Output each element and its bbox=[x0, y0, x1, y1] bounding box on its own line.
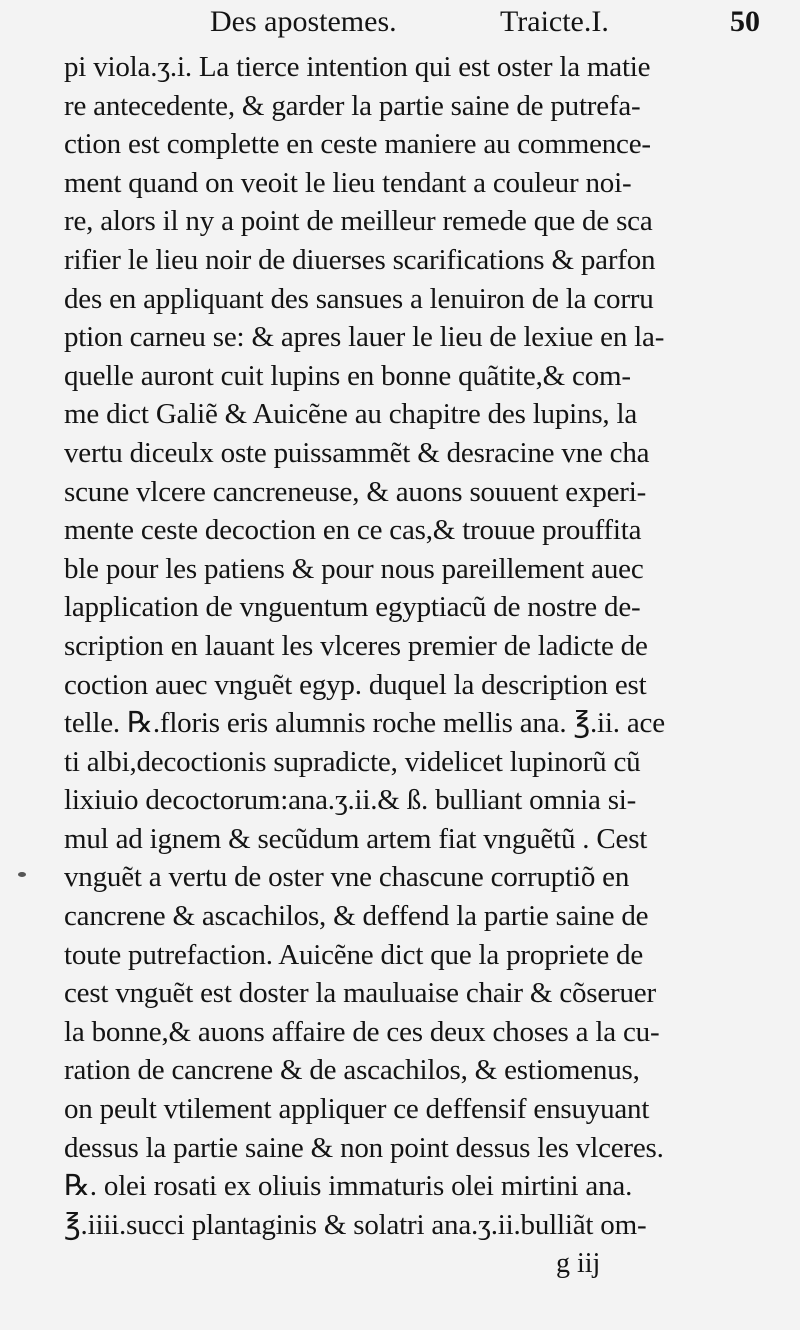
text-line: ble pour les patiens & pour nous pareillement auec bbox=[64, 552, 644, 585]
text-line: toute putrefaction. Auicẽne dict que la propriete de bbox=[64, 938, 644, 971]
text-line: mente ceste decoction en ce cas,& trouue prouffita bbox=[64, 514, 642, 547]
text-line: telle. ℞.floris eris alumnis roche mellis ana. ℥.ii. ace bbox=[64, 707, 665, 740]
text-line: vertu diceulx oste puissammẽt & desracine vne cha bbox=[64, 436, 650, 469]
text-line: la bonne,& auons affaire de ces deux choses a la cu- bbox=[64, 1015, 660, 1048]
text-line: rifier le lieu noir de diuerses scarifications & parfon bbox=[64, 243, 656, 276]
text-line: vnguẽt a vertu de oster vne chascune corruptiõ en bbox=[64, 861, 630, 894]
text-line: cancrene & ascachilos, & deffend la partie saine de bbox=[64, 900, 649, 933]
running-header bbox=[210, 2, 760, 42]
text-line: ption carneu se: & apres lauer le lieu de lexiue en la- bbox=[64, 321, 665, 354]
text-line: ti albi,decoctionis supradicte, videlicet lupinorũ cũ bbox=[64, 745, 641, 778]
text-line: des en appliquant des sansues a lenuiron de la corru bbox=[64, 282, 654, 315]
text-line: cest vnguẽt est doster la mauluaise chair & cõseruer bbox=[64, 977, 656, 1010]
text-line: lixiuio decoctorum:ana.ʒ.ii.& ß. bulliant omnia si- bbox=[64, 784, 637, 817]
text-line: re, alors il ny a point de meilleur remede que de sca bbox=[64, 205, 653, 238]
text-line: ment quand on veoit le lieu tendant a couleur noi- bbox=[64, 166, 632, 199]
text-line: ℞. olei rosati ex oliuis immaturis olei mirtini ana. bbox=[64, 1170, 633, 1203]
text-line: ration de cancrene & de ascachilos, & estiomenus, bbox=[64, 1054, 640, 1087]
text-line: scune vlcere cancreneuse, & auons souuent experi- bbox=[64, 475, 647, 508]
text-line: me dict Galiẽ & Auicẽne au chapitre des lupins, la bbox=[64, 398, 638, 431]
text-line: quelle auront cuit lupins en bonne quãtite,& com- bbox=[64, 359, 631, 392]
header-treatise: Traicte.I. bbox=[500, 5, 609, 38]
text-line: dessus la partie saine & non point dessus les vlceres. bbox=[64, 1131, 664, 1164]
text-line: ction est complette en ceste maniere au commence- bbox=[64, 128, 651, 161]
header-title: Des apostemes. bbox=[210, 5, 397, 38]
page-number: 50 bbox=[730, 5, 760, 38]
text-line: ℥.iiii.succi plantaginis & solatri ana.ʒ.ii.bulliãt om- bbox=[64, 1208, 647, 1241]
signature-mark: g iij bbox=[556, 1248, 601, 1279]
text-line: scription en lauant les vlceres premier de ladicte de bbox=[64, 629, 648, 662]
text-line: coction auec vnguẽt egyp. duquel la description est bbox=[64, 668, 647, 701]
text-line: mul ad ignem & secũdum artem fiat vnguẽtũ . Cest bbox=[64, 822, 648, 855]
text-line: on peult vtilement appliquer ce deffensif ensuyuant bbox=[64, 1093, 650, 1126]
text-line: re antecedente, & garder la partie saine de putrefa- bbox=[64, 89, 641, 122]
margin-ink-spot bbox=[18, 872, 26, 877]
text-line: lapplication de vnguentum egyptiacũ de nostre de- bbox=[64, 591, 641, 624]
text-body bbox=[64, 48, 754, 1244]
text-line: pi viola.ʒ.i. La tierce intention qui est oster la matie bbox=[64, 51, 651, 83]
